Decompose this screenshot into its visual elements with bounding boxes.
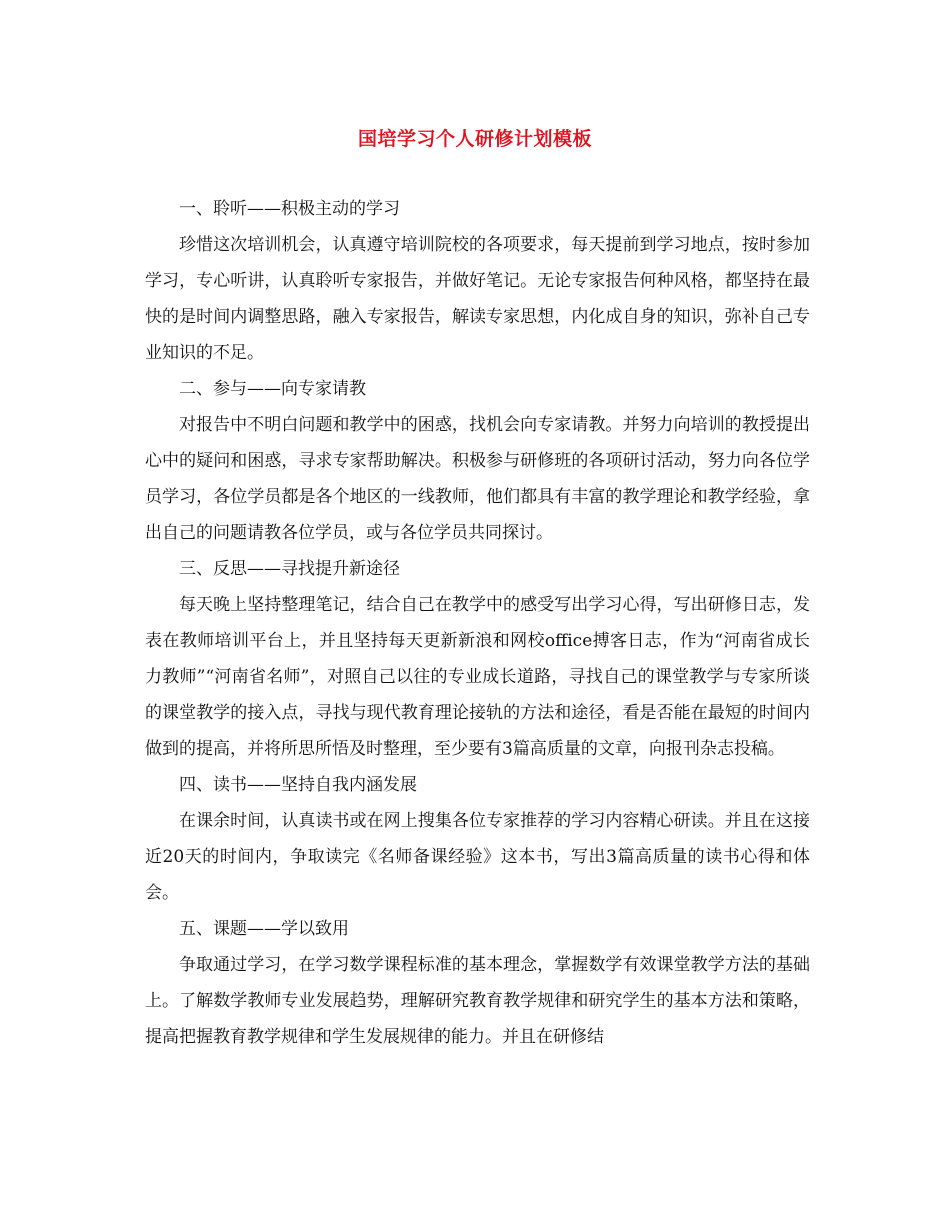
section-heading-4: 四、读书——坚持自我内涵发展	[179, 775, 417, 795]
document-title: 国培学习个人研修计划模板	[357, 128, 592, 150]
section-paragraph-5: 争取通过学习，在学习数学课程标准的基本理念，掌握数学有效课堂教学方法的基础上。了解数学教师专业发展趋势，理解研究教育教学规律和研究学生的基本方法和策略，提高把握教育教学规律和学生发展规律的能力。并且在研修结	[145, 955, 810, 1047]
section-paragraph-2: 对报告中不明白问题和教学中的困惑，找机会向专家请教。并努力向培训的教授提出心中的疑问和困惑，寻求专家帮助解决。积极参与研修班的各项研讨活动，努力向各位学员学习，各位学员都是各个地区的一线教师，他们都具有丰富的教学理论和教学经验，拿出自己的问题请教各位学员，或与各位学员共同探讨。	[145, 415, 810, 543]
section-paragraph-3: 每天晚上坚持整理笔记，结合自己在教学中的感受写出学习心得，写出研修日志，发表在教师培训平台上，并且坚持每天更新新浪和网校office搏客日志，作为“河南省成长力教师”“河南省名师”，对照自己以往的专业成长道路，寻找自己的课堂教学与专家所谈的课堂教学的接入点，寻找与现代教育理论接轨的方法和途径，看是否能在最短的时间内做到的提高，并将所思所悟及时整理，至少要有3篇高质量的文章，向报刊杂志投稿。	[145, 595, 810, 759]
section-heading-5: 五、课题——学以致用	[179, 919, 349, 939]
section-paragraph-4: 在课余时间，认真读书或在网上搜集各位专家推荐的学习内容精心研读。并且在这接近20天的时间内，争取读完《名师备课经验》这本书，写出3篇高质量的读书心得和体会。	[145, 811, 810, 903]
section-heading-3: 三、反思——寻找提升新途径	[179, 559, 400, 579]
section-heading-1: 一、聆听——积极主动的学习	[179, 199, 400, 219]
section-heading-2: 二、参与——向专家请教	[179, 379, 366, 399]
document-body	[145, 191, 810, 1055]
section-paragraph-1: 珍惜这次培训机会，认真遵守培训院校的各项要求，每天提前到学习地点，按时参加学习，专心听讲，认真聆听专家报告，并做好笔记。无论专家报告何种风格，都坚持在最快的是时间内调整思路，融入专家报告，解读专家思想，内化成自身的知识，弥补自己专业知识的不足。	[145, 235, 810, 363]
